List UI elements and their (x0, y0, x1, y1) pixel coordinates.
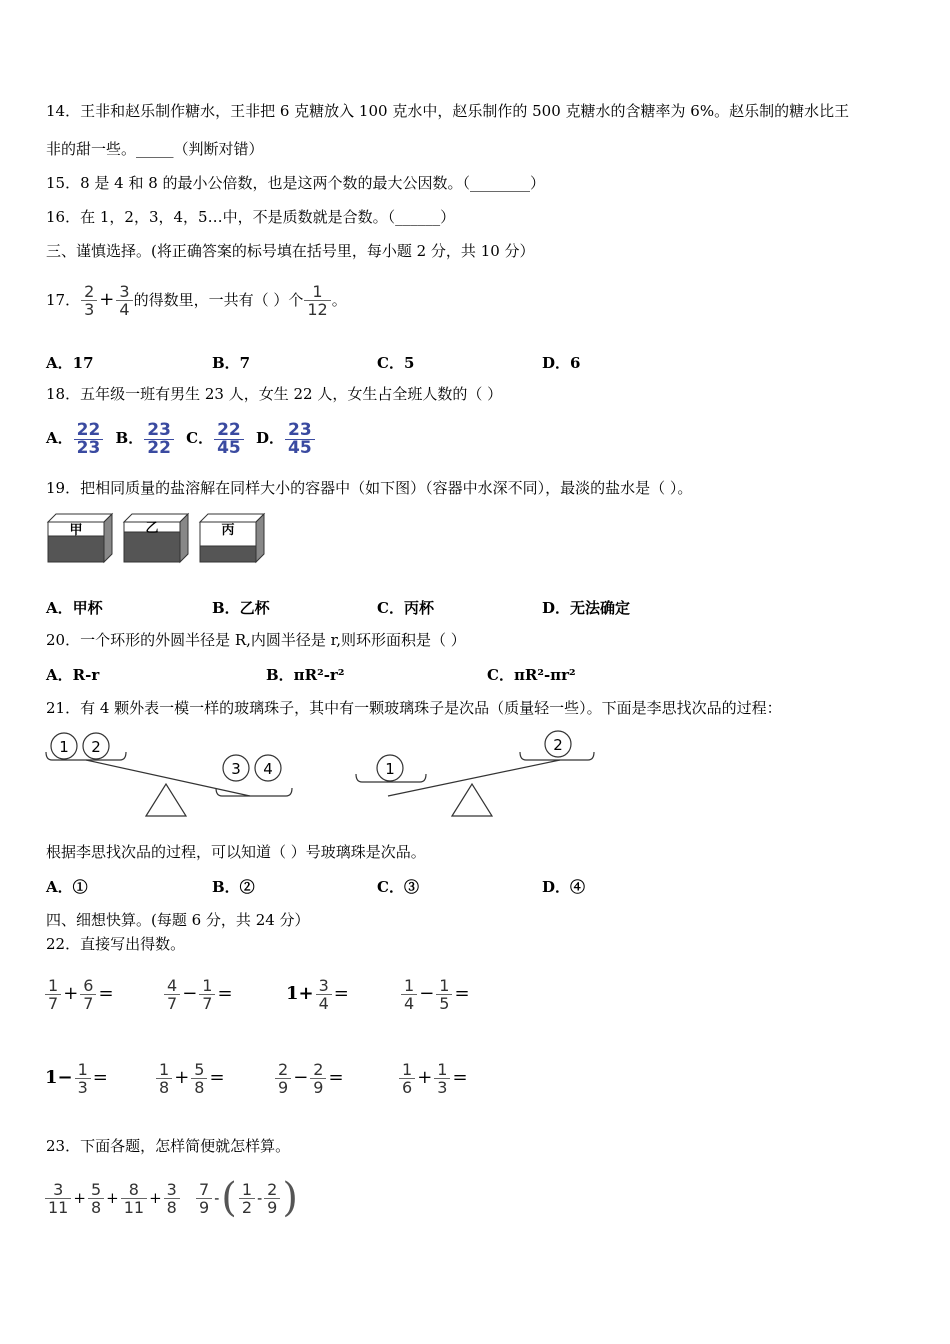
q21-option-d[interactable]: D．④ (542, 878, 586, 896)
fraction-22-23: $\frac{22}{23}$ (74, 422, 104, 457)
q17-end: 。 (331, 291, 347, 309)
fraction-22-45: $\frac{22}{45}$ (214, 422, 244, 457)
q21-option-a[interactable]: A．① (46, 878, 88, 896)
q22-item-4: $\frac{1}{4}$ − $\frac{1}{5}$ = (400, 966, 471, 1020)
q17-text: 的得数里，一共有（ ）个 (133, 291, 304, 309)
question-20: 20．一个环形的外圆半径是 R,内圆半径是 r,则环形面积是（ ） (46, 631, 466, 649)
question-22: 22．直接写出得数。 (46, 935, 186, 953)
section-4-title: 四、细想快算。(每题 6 分，共 24 分） (46, 911, 310, 929)
svg-text:丙: 丙 (221, 523, 235, 538)
question-17 (46, 272, 347, 326)
svg-text:甲: 甲 (69, 523, 83, 538)
q19-option-d[interactable]: D．无法确定 (542, 599, 631, 617)
balance-scales-figure (40, 728, 600, 824)
q22-item-3: 1+ $\frac{3}{4}$ = (286, 975, 349, 1013)
cup-yi (124, 514, 188, 562)
q18-options (46, 414, 316, 460)
q18-option-a[interactable]: A． $\frac{22}{23}$ (46, 429, 104, 447)
fraction-2-3: $\frac{2}{3}$ (81, 283, 97, 318)
q19-option-b[interactable]: B．乙杯 (212, 599, 270, 617)
q17-number: 17． (46, 291, 81, 309)
question-15: 15．8 是 4 和 8 的最小公倍数，也是这两个数的最大公因数。（________） (46, 174, 546, 192)
q22-item-1: $\frac{1}{7}$ + $\frac{6}{7}$ = (44, 966, 115, 1020)
fraction-23-45: $\frac{23}{45}$ (285, 422, 315, 457)
q19-option-c[interactable]: C．丙杯 (377, 599, 434, 617)
q22-item-8: $\frac{1}{6}$ + $\frac{1}{3}$ = (398, 1050, 469, 1104)
question-14-line2: 非的甜一些。_____（判断对错） (46, 140, 264, 158)
cup-bing (200, 514, 264, 562)
q19-option-a[interactable]: A．甲杯 (46, 599, 103, 617)
fraction-1-12: $\frac{1}{12}$ (304, 283, 330, 318)
question-16: 16．在 1，2，3，4，5…中，不是质数就是合数。（______） (46, 208, 456, 226)
q22-item-5: 1− $\frac{1}{3}$ = (45, 1059, 108, 1097)
question-18: 18．五年级一班有男生 23 人，女生 22 人，女生占全班人数的（ ） (46, 385, 503, 403)
q23-expression-1: $\frac{3}{11}$ + $\frac{5}{8}$ + $\frac{8}{11}$ + $\frac{3}{8}$ (44, 1170, 181, 1224)
fraction-3-4: $\frac{3}{4}$ (116, 283, 132, 318)
q20-option-c[interactable]: C．πR²-πr² (487, 666, 576, 684)
question-19: 19．把相同质量的盐溶解在同样大小的容器中（如下图）（容器中水深不同），最淡的盐水是（ ）。 (46, 479, 693, 497)
q21-conclusion: 根据李思找次品的过程，可以知道（ ）号玻璃珠是次品。 (46, 843, 426, 861)
balance-scale-left (46, 733, 292, 816)
q22-item-7: $\frac{2}{9}$ − $\frac{2}{9}$ = (274, 1050, 345, 1104)
q22-item-2: $\frac{4}{7}$ − $\frac{1}{7}$ = (163, 966, 234, 1020)
fraction-23-22: $\frac{23}{22}$ (144, 422, 174, 457)
q20-option-a[interactable]: A．R-r (46, 666, 100, 684)
q18-option-c[interactable]: C． $\frac{22}{45}$ (186, 429, 245, 447)
ball-1-right: 1 (385, 760, 395, 778)
ball-1-left: 1 (59, 738, 69, 756)
q17-option-b[interactable]: B．7 (212, 354, 251, 372)
q17-option-c[interactable]: C．5 (377, 354, 415, 372)
cup-jia (48, 514, 112, 562)
q18-option-b[interactable]: B． $\frac{23}{22}$ (116, 429, 175, 447)
svg-text:乙: 乙 (145, 521, 159, 536)
section-3-title: 三、谨慎选择。(将正确答案的标号填在括号里，每小题 2 分，共 10 分） (46, 242, 535, 260)
ball-4: 4 (263, 760, 273, 778)
q22-item-6: $\frac{1}{8}$ + $\frac{5}{8}$ = (155, 1050, 226, 1104)
q18-option-d[interactable]: D． $\frac{23}{45}$ (256, 429, 316, 447)
salt-water-cups-figure (44, 510, 274, 570)
q21-option-c[interactable]: C．③ (377, 878, 419, 896)
q17-option-a[interactable]: A．17 (46, 354, 94, 372)
q20-option-b[interactable]: B．πR²-r² (266, 666, 345, 684)
ball-3: 3 (231, 760, 241, 778)
question-23: 23．下面各题，怎样简便就怎样算。 (46, 1137, 291, 1155)
question-14-line1: 14．王非和赵乐制作糖水，王非把 6 克糖放入 100 克水中，赵乐制作的 500 克糖水的含糖率为 6%。赵乐制的糖水比王 (46, 102, 850, 120)
question-21: 21．有 4 颗外表一模一样的玻璃珠子，其中有一颗玻璃珠子是次品（质量轻一些）。下面是李思找次品的过程： (46, 699, 782, 717)
ball-2-left: 2 (91, 738, 101, 756)
q17-option-d[interactable]: D．6 (542, 354, 581, 372)
ball-2-right: 2 (553, 736, 563, 754)
q21-option-b[interactable]: B．② (212, 878, 255, 896)
q23-expression-2: $\frac{7}{9}$ -( $\frac{1}{2}$ - $\frac{2}{9}$ ) (195, 1170, 299, 1224)
plus-sign: + (99, 289, 115, 310)
